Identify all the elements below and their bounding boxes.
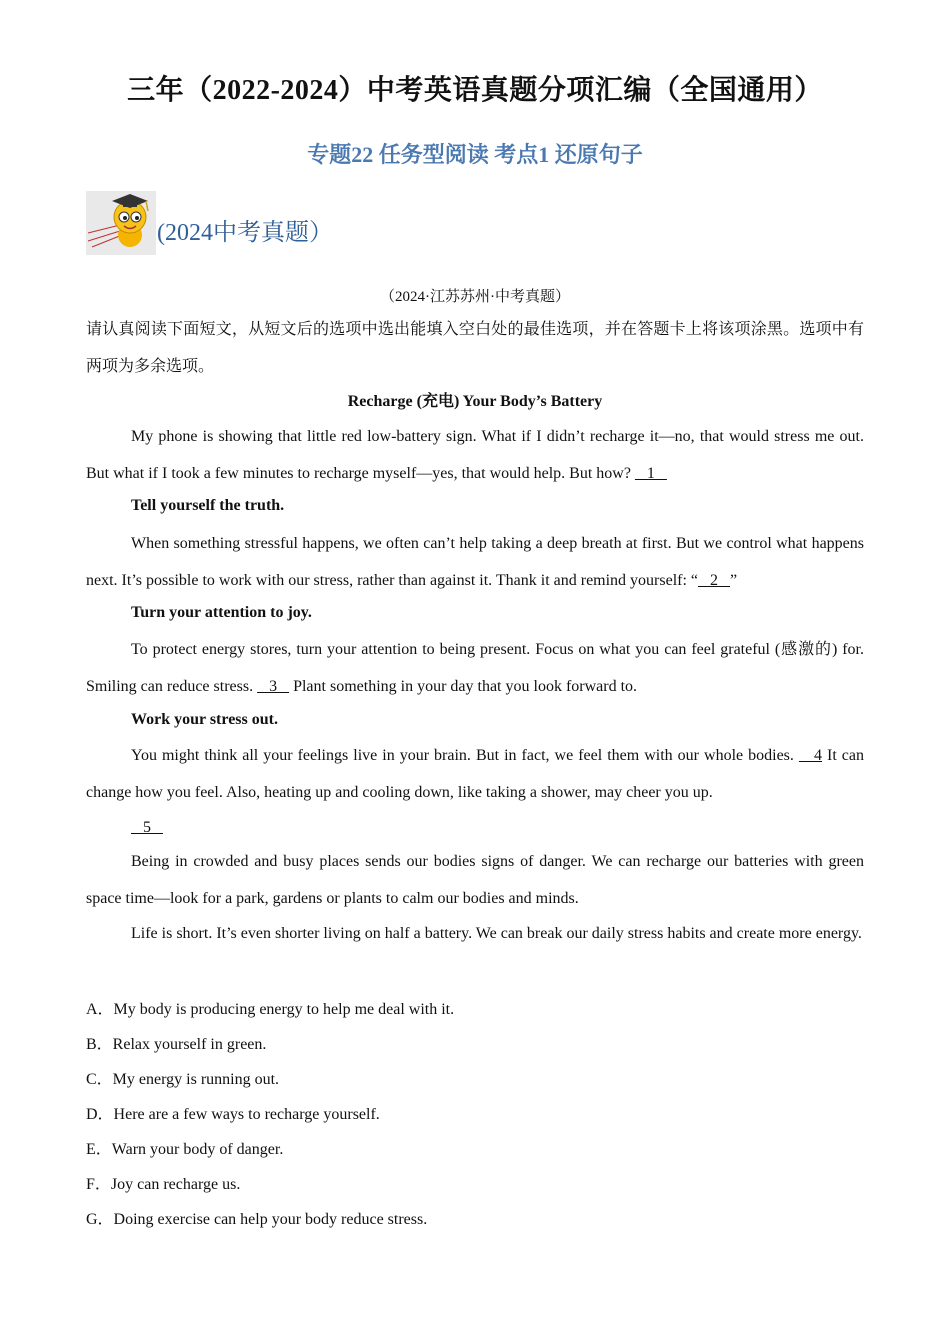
paragraph-3-text: To protect energy stores, turn your attention to being present. Focus on what you can feel grateful (感激的) for. Smiling can reduce stress. — [86, 641, 864, 695]
paragraph-2-text: When something stressful happens, we often can’t help taking a deep breath at first. But we control what happens next. It’s possible to work with our stress, rather than against it. Thank it and remind yourself: “ — [86, 535, 864, 589]
section-heading-joy: Turn your attention to joy. — [131, 604, 312, 621]
paragraph-1-text: My phone is showing that little red low-battery sign. What if I didn’t recharge it—no, that would stress me out. But what if I took a few minutes to recharge myself—yes, that would help. But how? — [86, 428, 864, 482]
paragraph-2-end: ” — [730, 572, 738, 589]
blank-3: 3 — [257, 678, 290, 695]
blank-4: 4 — [798, 747, 822, 764]
section-heading-truth: Tell yourself the truth. — [131, 497, 285, 514]
paragraph-5: Being in crowded and busy places sends our bodies signs of danger. We can recharge our batteries with green space time—look for a park, gardens or plants to calm our bodies and minds. — [86, 853, 864, 907]
paragraph-6: Life is short. It’s even shorter living on half a battery. We can break our daily stress habits and create more energy. — [131, 925, 862, 942]
year-heading: (2024中考真题） — [157, 220, 333, 246]
blank-5: 5 — [131, 819, 163, 836]
section-heading-stress: Work your stress out. — [131, 711, 278, 728]
option-a: A．My body is producing energy to help me deal with it. — [86, 1001, 455, 1018]
graduate-mascot-icon — [86, 191, 156, 255]
paragraph-2 — [86, 525, 864, 599]
option-d: D．Here are a few ways to recharge yourself. — [86, 1106, 380, 1123]
option-g: G．Doing exercise can help your body reduce stress. — [86, 1211, 428, 1228]
topic-subtitle: 专题22 任务型阅读 考点1 还原句子 — [307, 142, 643, 167]
passage-title: Recharge (充电) Your Body’s Battery — [347, 393, 603, 410]
paragraph-4-text: You might think all your feelings live in your brain. But in fact, we feel them with our whole bodies. — [131, 747, 799, 764]
instructions: 请认真阅读下面短文，从短文后的选项中选出能填入空白处的最佳选项，并在答题卡上将该项涂黑。选项中有两项为多余选项。 — [86, 321, 864, 375]
option-f: F．Joy can recharge us. — [86, 1176, 241, 1193]
paragraph-3-end: Plant something in your day that you look forward to. — [289, 678, 638, 695]
document-title: 三年（2022-2024）中考英语真题分项汇编（全国通用） — [127, 75, 823, 106]
option-e: E．Warn your body of danger. — [86, 1141, 284, 1158]
paragraph-1 — [86, 418, 864, 492]
exam-source: （2024·江苏苏州·中考真题） — [380, 289, 570, 305]
paragraph-3 — [86, 631, 864, 705]
blank-2: 2 — [698, 572, 731, 589]
blank-5-line — [86, 809, 864, 846]
blank-1: 1 — [634, 465, 667, 482]
option-b: B．Relax yourself in green. — [86, 1036, 267, 1053]
paragraph-4-end: It can change how you feel. Also, heating up and cooling down, like taking a shower, may cheer you up. — [86, 747, 865, 801]
paragraph-4 — [86, 737, 864, 811]
option-c: C．My energy is running out. — [86, 1071, 280, 1088]
